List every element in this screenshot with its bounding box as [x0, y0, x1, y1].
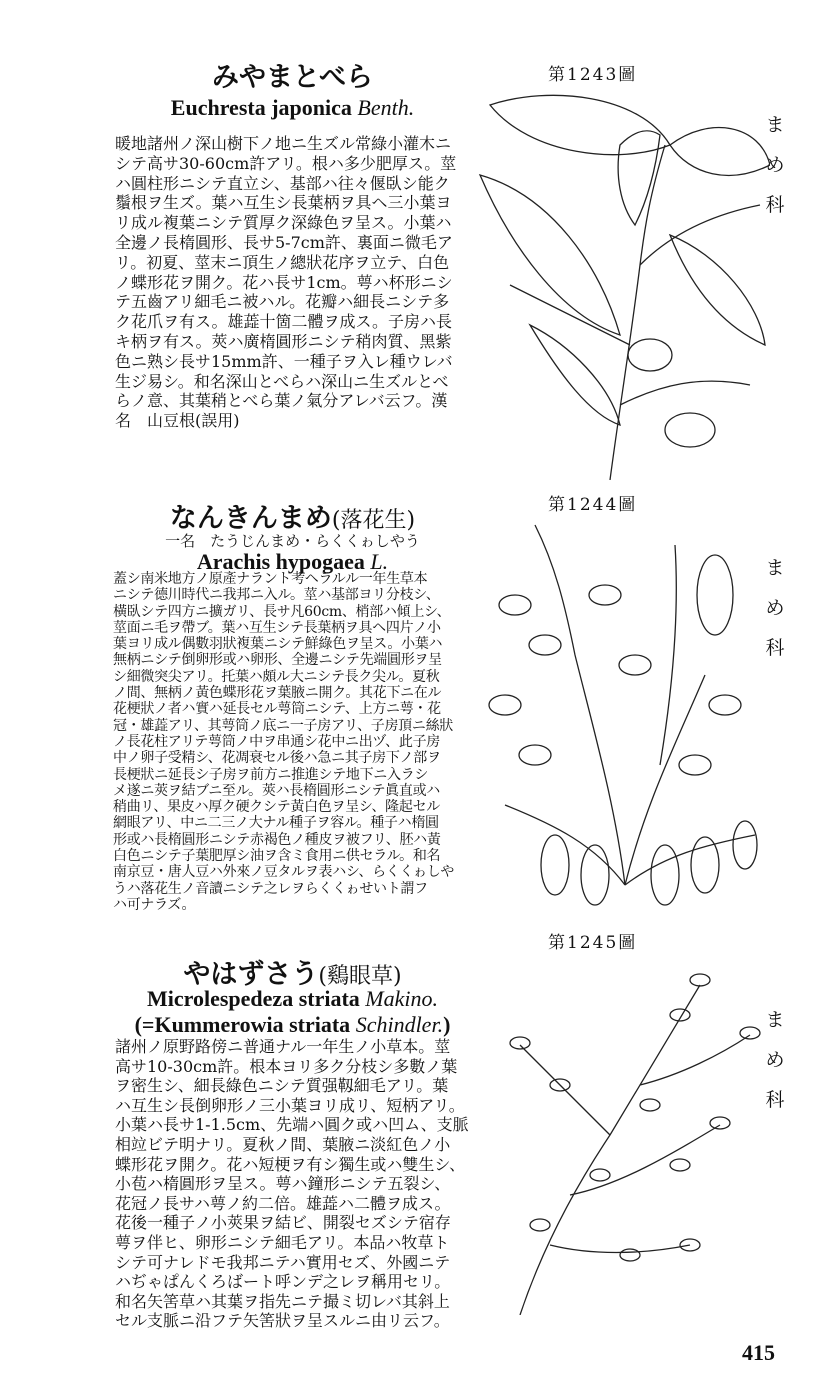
text-line: 小葉ハ長サ1-1.5cm、先端ハ圓ク或ハ凹ム、支脈	[115, 1115, 469, 1135]
text-line: 蓋シ南米地方ノ原產ナラント考ヘラルル一年生草本	[113, 571, 428, 587]
text-line: 中ノ卵子受精シ、花凋衰セル後ハ急ニ其子房下ノ部ヲ	[113, 750, 441, 767]
family-char: め	[765, 597, 785, 619]
text-line: 和名矢筈草ハ其葉ヲ指先ニテ撮ミ切レバ其斜上	[115, 1291, 450, 1311]
text-line: 萼ヲ伴ヒ、卵形ニシテ細毛アリ。本品ハ牧草ト	[115, 1232, 450, 1252]
text-line: ク花爪ヲ有ス。雄蕋十箇二體ヲ成ス。子房ハ長	[115, 312, 452, 332]
text-line: ハ可ナラズ。	[113, 896, 196, 913]
text-line: リ。初夏、莖末ニ頂生ノ總狀花序ヲ立テ、白色	[115, 252, 450, 272]
entry-3-latin-name	[110, 986, 475, 1012]
title-kanji: (鷄眼草)	[318, 964, 402, 989]
latin-author: Benth.	[357, 95, 415, 120]
text-line: 南京豆・唐人豆ハ外來ノ豆タルヲ表ハシ、らくくゎしや	[113, 864, 455, 881]
text-line: 蝶形花ヲ開ク。花ハ短梗ヲ有シ獨生或ハ雙生シ、	[115, 1154, 466, 1174]
text-line: 冠・雄蕋アリ、其萼筒ノ底ニ一子房アリ、子房頂ニ絲狀	[113, 717, 453, 734]
text-line: リ成ル複葉ニシテ質厚ク深綠色ヲ呈ス。小葉ハ	[115, 213, 452, 233]
text-line: ヲ密生シ、細長綠色ニシテ質强靱細毛アリ。葉	[115, 1076, 449, 1096]
text-line: 形或ハ長楕圓形ニシテ赤褐色ノ種皮ヲ被フリ、胚ハ黃	[113, 831, 441, 848]
family-char: め	[765, 154, 785, 176]
text-line: メ遂ニ莢ヲ結ブニ至ル。莢ハ長楕圓形ニシテ眞直或ハ	[113, 782, 440, 799]
text-line: ハ互生シ長倒卵形ノ三小葉ヨリ成リ、短柄アリ。	[115, 1095, 465, 1115]
entry-2-alt-name: 一名 たうじんまめ・らくくゎしやう	[165, 532, 420, 550]
text-line: セル支脈ニ沿フテ矢筈狀ヲ呈スルニ由リ云フ。	[115, 1311, 450, 1331]
text-line: 色ニ熟シ長サ15mm許、一種子ヲ入レ種ウレバ	[115, 351, 453, 371]
figure-1243-label: 第1243圖	[548, 65, 638, 85]
text-line: テ五齒アリ細毛ニ被ハル。花瓣ハ細長ニシテ多	[115, 292, 450, 312]
text-line: 莖面ニ毛ヲ帶ブ。葉ハ互生シテ長葉柄ヲ具ヘ四片ノ小	[113, 619, 441, 636]
figure-1245-label: 第1245圖	[548, 933, 638, 953]
family-char: 科	[765, 1089, 785, 1111]
family-char: め	[765, 1049, 785, 1071]
text-line: 稍曲リ、果皮ハ厚ク硬クシテ黃白色ヲ呈シ、隆起セル	[113, 799, 440, 816]
family-char: 科	[765, 194, 785, 216]
entry-1-description	[115, 134, 456, 431]
entry-3-synonym	[110, 1012, 475, 1038]
text-line: 暖地諸州ノ深山樹下ノ地ニ生ズル常綠小灌木ニ	[115, 134, 452, 153]
text-line: 生ジ易シ。和名深山とべらハ深山ニ生ズルとべ	[115, 371, 449, 391]
title-kanji: (落花生)	[331, 508, 416, 533]
text-line: 相竝ビテ明ナリ。夏秋ノ間、葉腋ニ淡紅色ノ小	[115, 1134, 451, 1154]
latin-genus-species: Euchresta japonica	[170, 95, 352, 120]
text-line: 全邊ノ長楕圓形、長サ5-7cm許、裏面ニ微毛ア	[115, 232, 453, 252]
text-line: 無柄ニシテ倒卵形或ハ卵形、全邊ニシテ先端圓形ヲ呈	[113, 652, 442, 669]
text-line: キ柄ヲ有ス。莢ハ廣楕圓形ニシテ稍肉質、黑紫	[115, 331, 452, 351]
text-line: シテ高サ30-60cm許アリ。根ハ多少肥厚ス。莖	[115, 153, 457, 173]
text-line: ハ圓柱形ニシテ直立シ、基部ハ往々偃臥シ能ク	[115, 173, 450, 193]
text-line: 網眼アリ、中ニ二三ノ大ナル種子ヲ容ル。種子ハ楕圓	[113, 815, 439, 832]
illustration-microlespedeza	[480, 955, 770, 1315]
illustration-euchresta	[470, 85, 770, 480]
latin-author: L.	[370, 549, 389, 574]
text-line: 葉ヨリ成ル偶數羽狀複葉ニシテ鮮綠色ヲ呈ス。小葉ハ	[113, 636, 443, 653]
text-line: シテ可ナレドモ我邦ニテハ實用セズ、外國ニテ	[115, 1252, 451, 1272]
text-line: 花梗狀ノ者ハ實ハ延長セル萼筒ニシテ、上方ニ萼・花	[113, 701, 441, 718]
text-line: ノ蝶形花ヲ開ク。花ハ長サ1cm。萼ハ杯形ニシ	[115, 272, 453, 292]
text-line: ノ長花柱アリテ萼筒ノ中ヲ串通シ花中ニ出ヅ、此子房	[113, 733, 440, 750]
synonym-author: Schindler.	[355, 1012, 444, 1037]
text-line: 白色ニシテ子葉肥厚シ油ヲ含ミ食用ニ供セラル。和名	[113, 848, 441, 865]
latin-genus-species: Arachis hypogaea	[196, 549, 365, 574]
text-line: 花後一種子ノ小莢果ヲ結ビ、開裂セズシテ宿存	[115, 1213, 451, 1233]
text-line: 橫臥シテ四方ニ擴ガリ、長サ凡60cm、梢部ハ傾上シ、	[113, 603, 451, 620]
text-line: 小苞ハ楕圓形ヲ呈ス。萼ハ鐘形ニシテ五裂シ、	[115, 1174, 451, 1194]
text-line: 花冠ノ長サハ萼ノ約二倍。雄蕋ハ二體ヲ成ス。	[115, 1193, 451, 1213]
figure-1244-label: 第1244圖	[548, 495, 638, 515]
text-line: ハぢゃぱんくろばート呼ンデ之レヲ稱用セリ。	[115, 1272, 451, 1292]
family-char: ま	[765, 1009, 785, 1031]
text-line: ノ間、無柄ノ黃色蝶形花ヲ葉腋ニ開ク。其花下ニ在ル	[113, 685, 442, 702]
illustration-arachis	[475, 505, 770, 910]
family-char: 科	[765, 637, 785, 659]
synonym-name: (=Kummerowia striata	[134, 1012, 351, 1037]
text-line: らノ意、其葉稍とべら葉ノ氣分アレバ云フ。漢	[115, 391, 448, 411]
entry-1-title: みやまとべら	[212, 62, 373, 93]
family-char: ま	[765, 557, 785, 579]
text-line: シ細微突尖アリ。托葉ハ頗ル大ニシテ長ク尖ル。夏秋	[113, 668, 440, 685]
text-line: ニシテ德川時代ニ我邦ニ入ル。莖ハ基部ヨリ分枝シ、	[113, 587, 440, 604]
text-line: 鬚根ヲ生ズ。葉ハ互生シ長葉柄ヲ具ヘ三小葉ヨ	[115, 193, 452, 213]
page-number: 415	[742, 1340, 775, 1365]
text-line: 名 山豆根(誤用)	[115, 411, 240, 431]
title-kana: なんきんまめ	[169, 503, 332, 534]
text-line: 諸州ノ原野路傍ニ普通ナル一年生ノ小草本。莖	[115, 1037, 451, 1056]
text-line: うハ落花生ノ音讀ニシテ之レヲらくくゎせいト謂フ	[113, 880, 428, 897]
latin-author: Makino.	[365, 986, 438, 1011]
entry-3-description	[115, 1037, 469, 1331]
family-char: ま	[765, 114, 785, 136]
text-line: 長梗狀ニ延長シ子房ヲ前方ニ推進シテ地下ニ入ラシ	[113, 766, 429, 783]
entry-1-latin-name	[115, 95, 470, 121]
text-line: 高サ10-30cm許。根本ヨリ多ク分枝シ多數ノ葉	[115, 1056, 458, 1076]
synonym-close: )	[443, 1012, 451, 1037]
latin-genus-species: Microlespedeza striata	[146, 986, 360, 1011]
title-kana: やはずさう	[183, 959, 319, 990]
entry-2-description	[113, 571, 454, 913]
